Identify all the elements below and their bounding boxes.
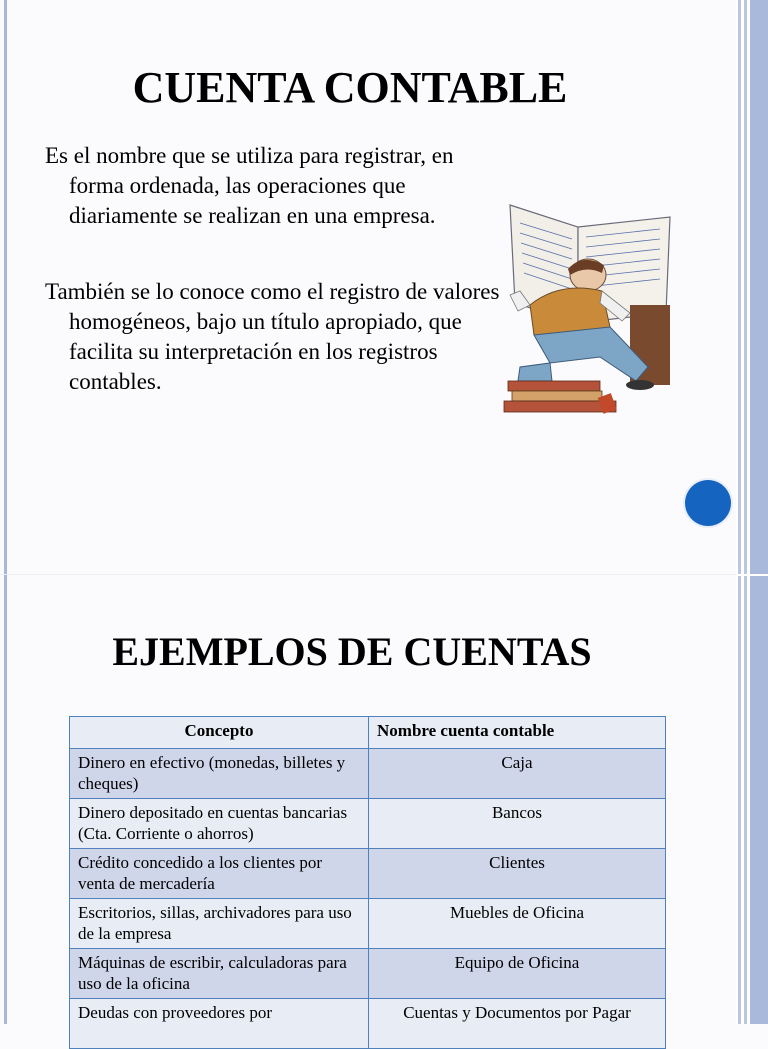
header-concepto: Concepto — [70, 717, 369, 749]
concept-cell: Dinero depositado en cuentas bancarias (Cta. Corriente o ahorros) — [70, 799, 369, 849]
concept-cell: Crédito concedido a los clientes por venta de mercadería — [70, 849, 369, 899]
header-nombre-cuenta: Nombre cuenta contable — [369, 717, 666, 749]
examples-title: EJEMPLOS DE CUENTAS — [112, 629, 592, 674]
table-row — [70, 799, 666, 849]
slide-separator-band — [736, 574, 768, 576]
blue-circle-marker — [685, 480, 731, 526]
account-name-cell: Cuentas y Documentos por Pagar — [369, 999, 666, 1049]
table-row — [70, 949, 666, 999]
concept-cell: Máquinas de escribir, calculadoras para uso de la oficina — [70, 949, 369, 999]
alt-definition-paragraph: También se lo conoce como el registro de valores homogéneos, bajo un título apropiado, que facilita su interpretación en los registros contables. — [45, 279, 500, 394]
account-name-cell: Bancos — [369, 799, 666, 849]
slide-divider — [0, 574, 736, 575]
concept-cell: Dinero en efectivo (monedas, billetes y cheques) — [70, 749, 369, 799]
concept-cell: Deudas con proveedores por — [70, 999, 369, 1049]
concept-cell: Escritorios, sillas, archivadores para uso de la empresa — [70, 899, 369, 949]
definition-paragraph: Es el nombre que se utiliza para registrar, en forma ordenada, las operaciones que diariamente se realizan en una empresa. — [45, 143, 454, 228]
left-border-rule — [4, 0, 7, 1024]
table-row — [70, 749, 666, 799]
account-name-cell: Caja — [369, 749, 666, 799]
table-row — [70, 899, 666, 949]
account-name-cell: Equipo de Oficina — [369, 949, 666, 999]
table-row — [70, 849, 666, 899]
table-header-row — [70, 717, 666, 749]
right-decorative-band — [736, 0, 768, 1024]
slide-title: CUENTA CONTABLE — [132, 63, 568, 112]
accounts-table — [69, 716, 666, 1049]
account-name-cell: Clientes — [369, 849, 666, 899]
account-name-cell: Muebles de Oficina — [369, 899, 666, 949]
bookkeeper-illustration-icon — [490, 195, 675, 423]
